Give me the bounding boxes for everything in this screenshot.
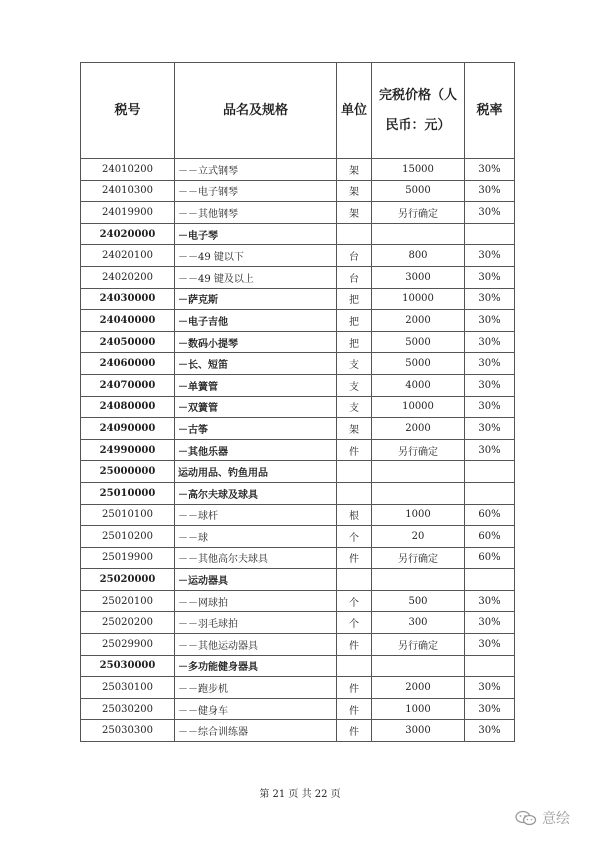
cell-code: 24020100 (81, 245, 175, 267)
header-unit: 单位 (337, 63, 372, 159)
table-row (81, 698, 515, 720)
table-row (81, 180, 515, 202)
cell-unit: 架 (337, 180, 372, 202)
cell-rate: 30% (465, 634, 515, 656)
cell-name: －长、短笛 (175, 353, 337, 375)
cell-code: 25010200 (81, 526, 175, 548)
cell-name: 运动用品、钓鱼用品 (175, 461, 337, 483)
cell-name: －－其他运动器具 (175, 634, 337, 656)
cell-code: 24019900 (81, 202, 175, 224)
cell-price: 5000 (372, 180, 465, 202)
cell-name: －单簧管 (175, 374, 337, 396)
cell-price: 另行确定 (372, 439, 465, 461)
cell-rate: 30% (465, 180, 515, 202)
cell-rate: 30% (465, 288, 515, 310)
cell-unit (337, 223, 372, 245)
cell-price: 另行确定 (372, 634, 465, 656)
cell-unit: 架 (337, 418, 372, 440)
watermark-text: 意绘 (542, 811, 570, 827)
cell-rate: 30% (465, 159, 515, 181)
table-row (81, 677, 515, 699)
cell-rate: 30% (465, 374, 515, 396)
cell-rate: 30% (465, 331, 515, 353)
cell-rate: 30% (465, 590, 515, 612)
header-name: 品名及规格 (175, 63, 337, 159)
cell-name: －－球 (175, 526, 337, 548)
cell-rate (465, 655, 515, 677)
cell-code: 25030000 (81, 655, 175, 677)
cell-unit: 个 (337, 526, 372, 548)
cell-rate: 60% (465, 547, 515, 569)
cell-unit: 件 (337, 439, 372, 461)
cell-price (372, 461, 465, 483)
cell-price: 2000 (372, 310, 465, 332)
cell-rate: 30% (465, 418, 515, 440)
header-rate: 税率 (465, 63, 515, 159)
cell-unit: 支 (337, 396, 372, 418)
cell-name: －数码小提琴 (175, 331, 337, 353)
cell-price: 4000 (372, 374, 465, 396)
table-row (81, 202, 515, 224)
cell-name: －电子琴 (175, 223, 337, 245)
cell-name: －－网球拍 (175, 590, 337, 612)
cell-price: 5000 (372, 331, 465, 353)
cell-code: 25000000 (81, 461, 175, 483)
cell-unit: 台 (337, 245, 372, 267)
cell-unit: 件 (337, 547, 372, 569)
header-price: 完税价格（人民币：元） (372, 63, 465, 159)
cell-code: 24020000 (81, 223, 175, 245)
table-row (81, 720, 515, 742)
tariff-table (80, 62, 515, 742)
cell-unit: 架 (337, 159, 372, 181)
cell-rate: 30% (465, 266, 515, 288)
table-body (81, 159, 515, 742)
cell-code: 25020200 (81, 612, 175, 634)
cell-name: －运动器具 (175, 569, 337, 591)
watermark (515, 808, 570, 828)
cell-name: －－49 键及以上 (175, 266, 337, 288)
wechat-icon (515, 810, 537, 826)
cell-unit: 个 (337, 590, 372, 612)
cell-code: 24010300 (81, 180, 175, 202)
cell-unit (337, 461, 372, 483)
cell-name: －－综合训练器 (175, 720, 337, 742)
cell-price: 另行确定 (372, 202, 465, 224)
cell-rate: 30% (465, 720, 515, 742)
cell-unit: 架 (337, 202, 372, 224)
table-row (81, 439, 515, 461)
table-row (81, 331, 515, 353)
cell-rate: 30% (465, 396, 515, 418)
cell-rate: 30% (465, 202, 515, 224)
cell-code: 24080000 (81, 396, 175, 418)
cell-unit: 件 (337, 634, 372, 656)
cell-code: 25030100 (81, 677, 175, 699)
cell-price: 5000 (372, 353, 465, 375)
table-row (81, 634, 515, 656)
cell-code: 25019900 (81, 547, 175, 569)
cell-rate: 60% (465, 504, 515, 526)
cell-unit (337, 569, 372, 591)
cell-price: 另行确定 (372, 547, 465, 569)
table-row (81, 353, 515, 375)
cell-name: －－健身车 (175, 698, 337, 720)
table-row (81, 310, 515, 332)
table-row (81, 461, 515, 483)
cell-price (372, 223, 465, 245)
cell-code: 24070000 (81, 374, 175, 396)
cell-price (372, 569, 465, 591)
table-row (81, 504, 515, 526)
cell-rate (465, 482, 515, 504)
cell-price: 1000 (372, 698, 465, 720)
cell-code: 25020000 (81, 569, 175, 591)
cell-name: －－其他钢琴 (175, 202, 337, 224)
cell-price: 3000 (372, 720, 465, 742)
table-row (81, 569, 515, 591)
cell-price: 300 (372, 612, 465, 634)
cell-code: 24990000 (81, 439, 175, 461)
cell-price: 10000 (372, 288, 465, 310)
table-row (81, 547, 515, 569)
cell-rate: 30% (465, 612, 515, 634)
table-row (81, 590, 515, 612)
cell-unit (337, 482, 372, 504)
cell-unit: 件 (337, 698, 372, 720)
cell-unit: 个 (337, 612, 372, 634)
cell-price: 15000 (372, 159, 465, 181)
cell-rate: 60% (465, 526, 515, 548)
cell-rate (465, 223, 515, 245)
cell-unit: 件 (337, 720, 372, 742)
header-code: 税号 (81, 63, 175, 159)
cell-name: －电子吉他 (175, 310, 337, 332)
cell-code: 24010200 (81, 159, 175, 181)
cell-price (372, 655, 465, 677)
cell-price: 2000 (372, 677, 465, 699)
table-row (81, 245, 515, 267)
table-row (81, 288, 515, 310)
cell-code: 24050000 (81, 331, 175, 353)
cell-unit: 根 (337, 504, 372, 526)
cell-name: －－跑步机 (175, 677, 337, 699)
cell-name: －萨克斯 (175, 288, 337, 310)
cell-code: 25029900 (81, 634, 175, 656)
cell-price: 1000 (372, 504, 465, 526)
table-row (81, 482, 515, 504)
page-number: 第 21 页 共 22 页 (259, 789, 341, 800)
cell-name: －多功能健身器具 (175, 655, 337, 677)
cell-name: －－其他高尔夫球具 (175, 547, 337, 569)
cell-price: 3000 (372, 266, 465, 288)
cell-unit: 支 (337, 353, 372, 375)
table-row (81, 396, 515, 418)
cell-name: －双簧管 (175, 396, 337, 418)
table-row (81, 223, 515, 245)
cell-unit: 件 (337, 677, 372, 699)
cell-rate: 30% (465, 439, 515, 461)
cell-price (372, 482, 465, 504)
table-header-row (81, 63, 515, 159)
cell-price: 800 (372, 245, 465, 267)
table-row (81, 526, 515, 548)
cell-price: 10000 (372, 396, 465, 418)
cell-price: 2000 (372, 418, 465, 440)
cell-unit: 台 (337, 266, 372, 288)
cell-name: －－球杆 (175, 504, 337, 526)
table-row (81, 266, 515, 288)
cell-name: －－电子钢琴 (175, 180, 337, 202)
cell-name: －古筝 (175, 418, 337, 440)
table-row (81, 159, 515, 181)
cell-code: 25030200 (81, 698, 175, 720)
cell-rate (465, 569, 515, 591)
cell-rate: 30% (465, 698, 515, 720)
cell-price: 500 (372, 590, 465, 612)
cell-rate: 30% (465, 353, 515, 375)
table-row (81, 418, 515, 440)
cell-code: 24040000 (81, 310, 175, 332)
cell-rate: 30% (465, 245, 515, 267)
table-row (81, 374, 515, 396)
cell-rate (465, 461, 515, 483)
cell-code: 25010100 (81, 504, 175, 526)
cell-rate: 30% (465, 310, 515, 332)
cell-unit: 把 (337, 288, 372, 310)
cell-unit: 把 (337, 331, 372, 353)
cell-code: 24060000 (81, 353, 175, 375)
cell-name: －－49 键以下 (175, 245, 337, 267)
cell-name: －－立式钢琴 (175, 159, 337, 181)
cell-unit: 支 (337, 374, 372, 396)
table-row (81, 655, 515, 677)
cell-rate: 30% (465, 677, 515, 699)
cell-unit: 把 (337, 310, 372, 332)
cell-code: 24090000 (81, 418, 175, 440)
cell-name: －－羽毛球拍 (175, 612, 337, 634)
cell-name: －其他乐器 (175, 439, 337, 461)
cell-code: 24030000 (81, 288, 175, 310)
cell-name: －高尔夫球及球具 (175, 482, 337, 504)
cell-unit (337, 655, 372, 677)
cell-price: 20 (372, 526, 465, 548)
table-row (81, 612, 515, 634)
cell-code: 25020100 (81, 590, 175, 612)
cell-code: 25010000 (81, 482, 175, 504)
cell-code: 24020200 (81, 266, 175, 288)
cell-code: 25030300 (81, 720, 175, 742)
